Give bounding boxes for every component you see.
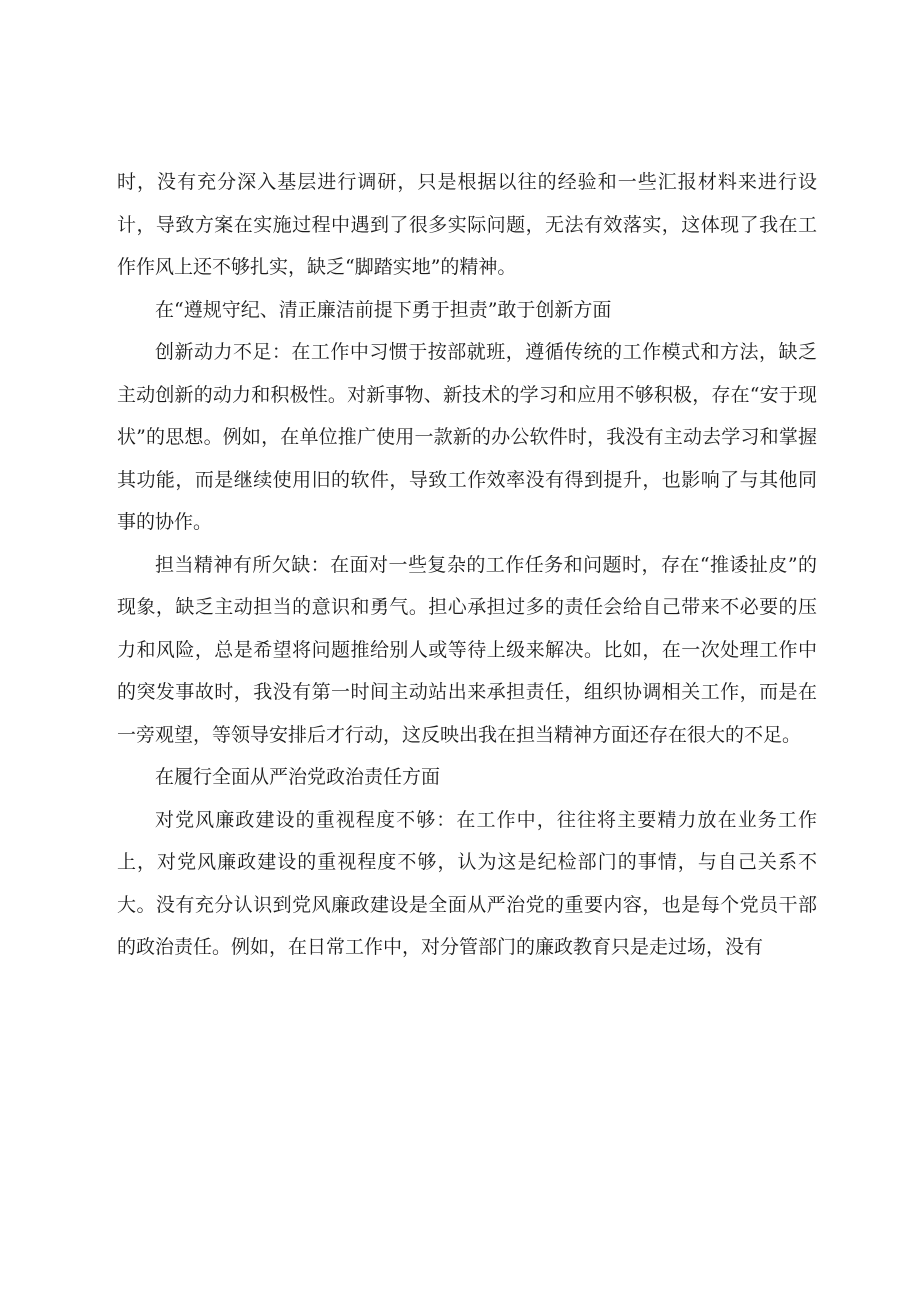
document-body — [117, 161, 817, 969]
paragraph-continuation: 时，没有充分深入基层进行调研，只是根据以往的经验和一些汇报材料来进行设计，导致方案在实施过程中遇到了很多实际问题，无法有效落实，这体现了我在工作作风上还不够扎实，缺乏“脚踏实地”的精神。 — [117, 171, 817, 278]
section-heading-innovation: 在“遵规守纪、清正廉洁前提下勇于担责”敢于创新方面 — [155, 298, 612, 321]
paragraph-integrity-construction: 对党风廉政建设的重视程度不够：在工作中，往往将主要精力放在业务工作上，对党风廉政建设的重视程度不够，认为这是纪检部门的事情，与自己关系不大。没有充分认识到党风廉政建设是全面从严治党的重要内容，也是每个党员干部的政治责任。例如，在日常工作中，对分管部门的廉政教育只是走过场，没有 — [117, 808, 817, 958]
paragraph-innovation-motivation: 创新动力不足：在工作中习惯于按部就班，遵循传统的工作模式和方法，缺乏主动创新的动力和积极性。对新事物、新技术的学习和应用不够积极，存在“安于现状”的思想。例如，在单位推广使用一款新的办公软件时，我没有主动去学习和掌握其功能，而是继续使用旧的软件，导致工作效率没有得到提升，也影响了与其他同事的协作。 — [117, 341, 817, 533]
paragraph-responsibility-spirit: 担当精神有所欠缺：在面对一些复杂的工作任务和问题时，存在“推诿扯皮”的现象，缺乏主动担当的意识和勇气。担心承担过多的责任会给自己带来不必要的压力和风险，总是希望将问题推给别人或等待上级来解决。比如，在一次处理工作中的突发事故时，我没有第一时间主动站出来承担责任，组织协调相关工作，而是在一旁观望，等领导安排后才行动，这反映出我在担当精神方面还存在很大的不足。 — [117, 553, 817, 746]
section-heading-party-governance: 在履行全面从严治党政治责任方面 — [155, 766, 441, 788]
